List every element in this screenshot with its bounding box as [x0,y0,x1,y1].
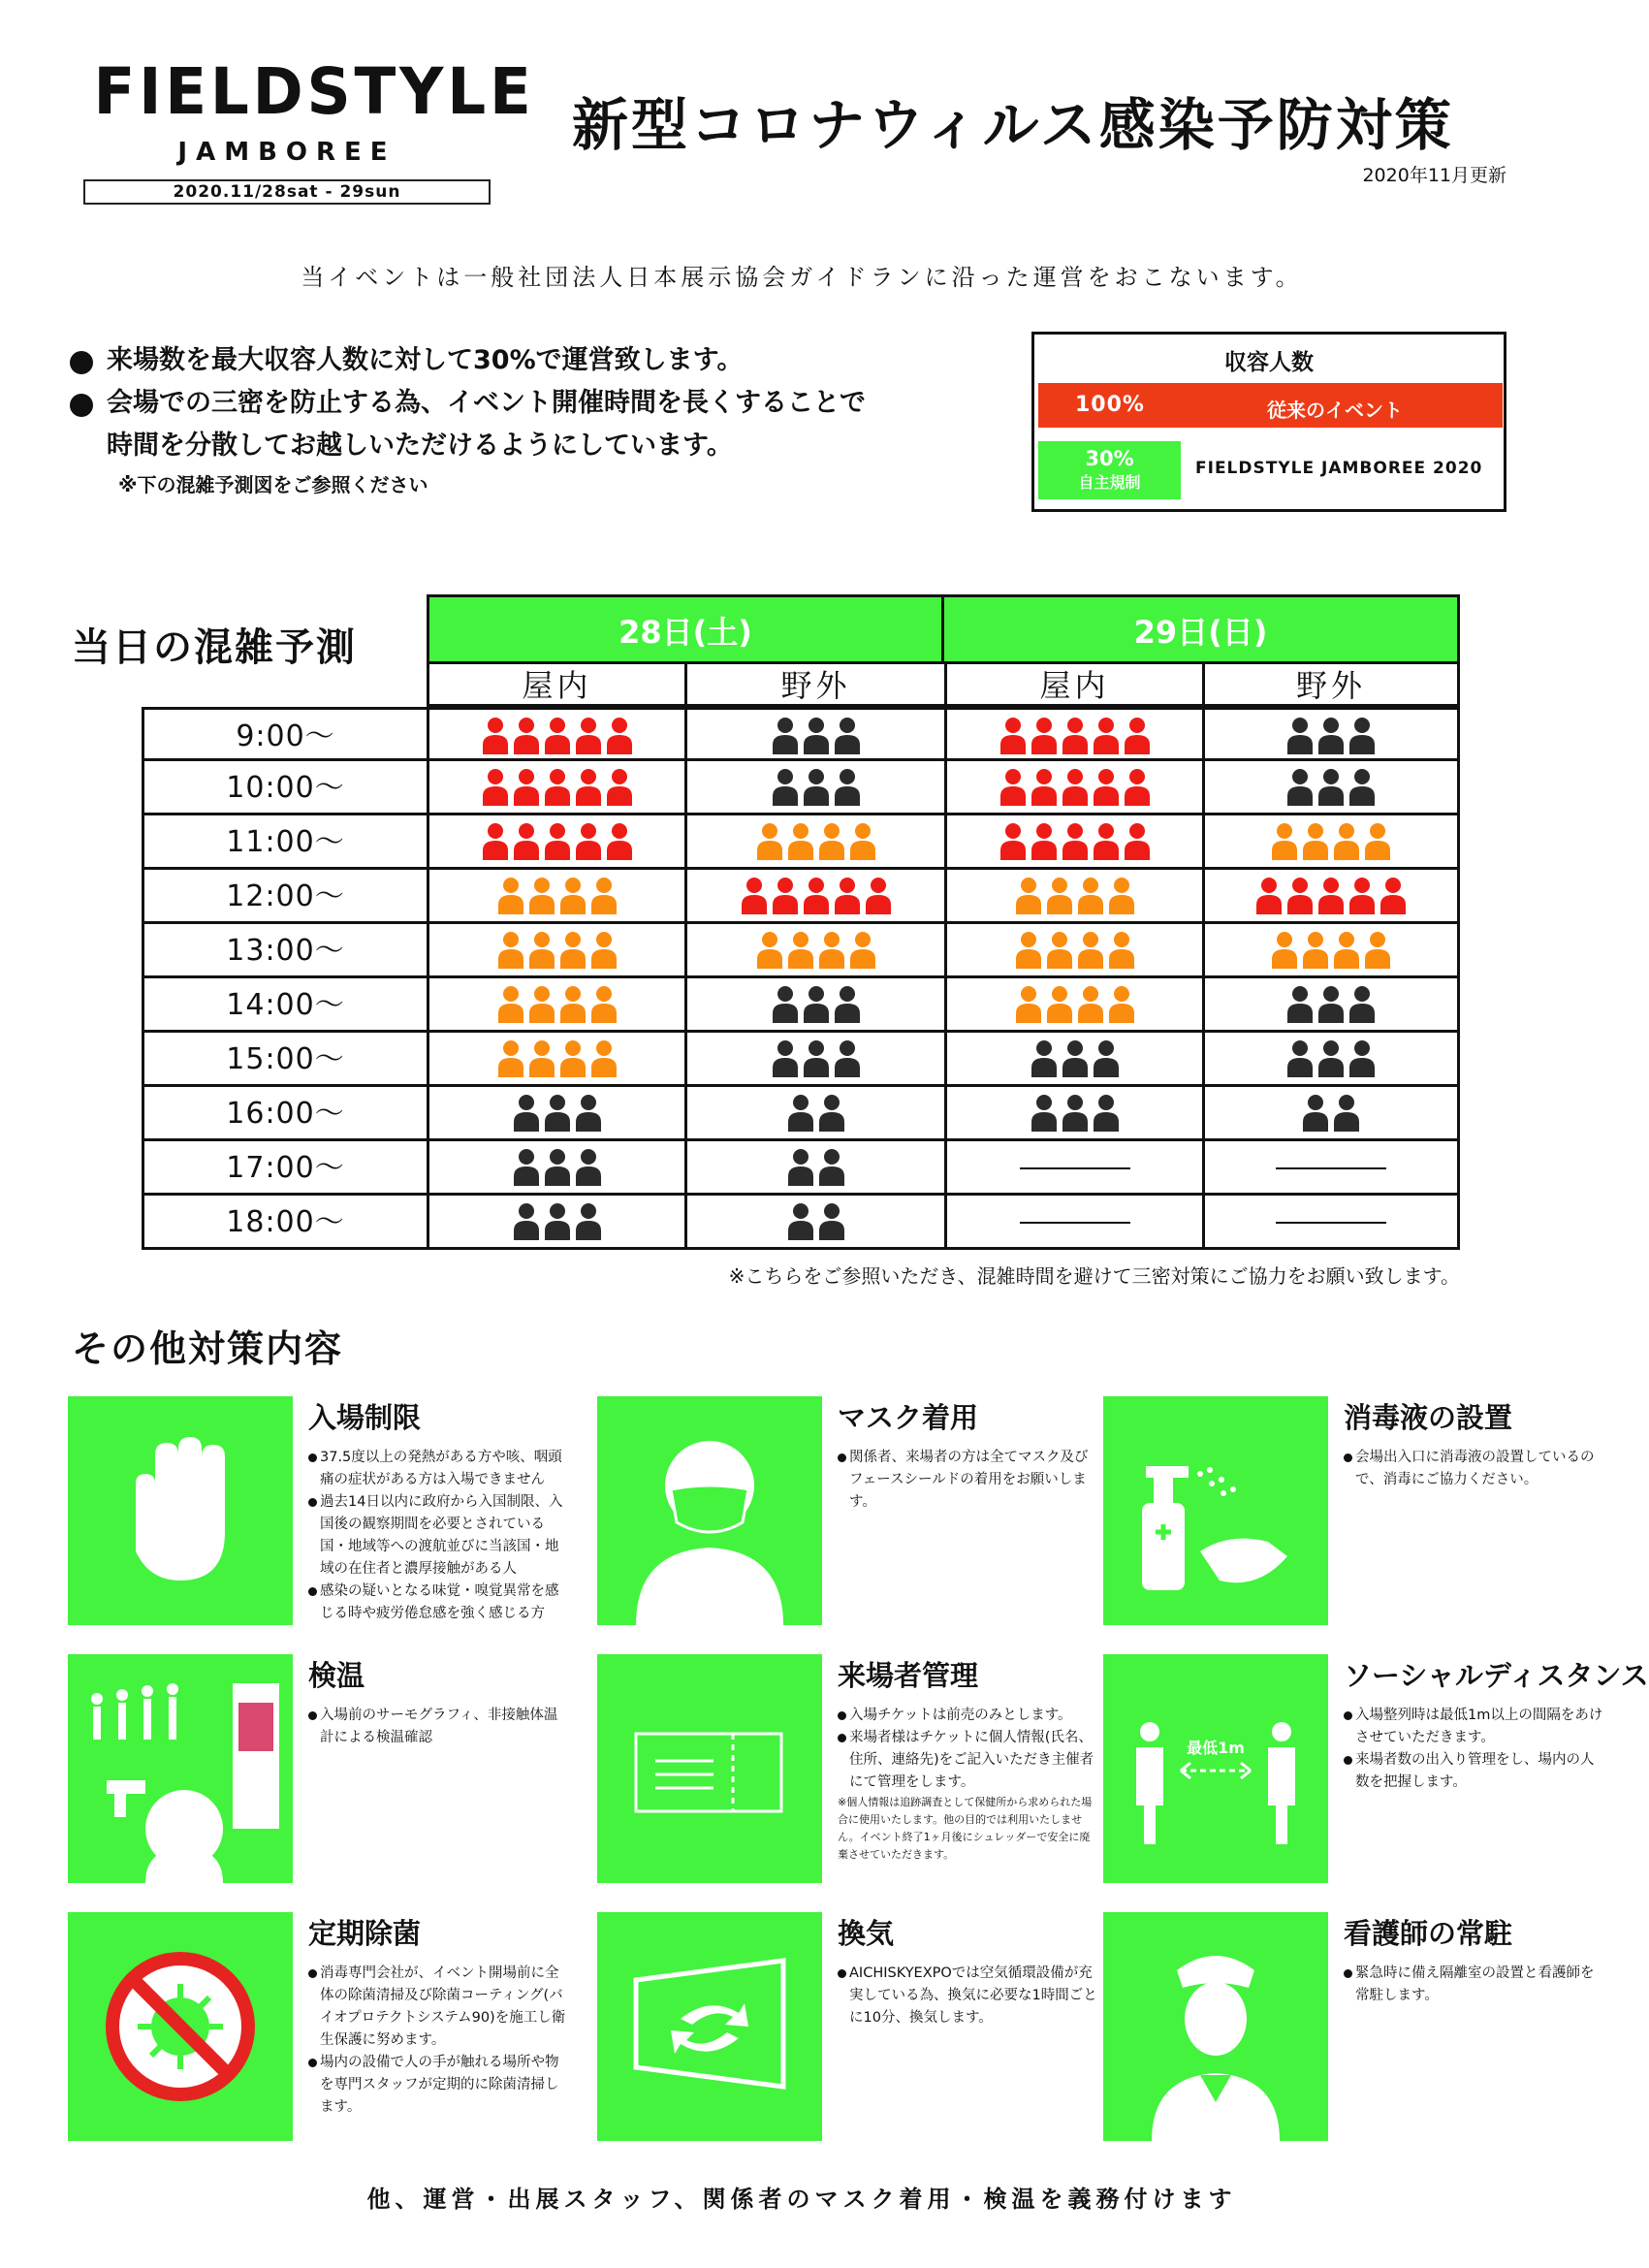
logo-sub-text: JAMBOREE [177,138,396,167]
closed-dash [1276,1222,1386,1224]
crowd-level-cell [427,870,684,924]
location-header: 屋内 [944,664,1202,707]
person-icon [1123,716,1152,758]
person-icon [1123,821,1152,864]
person-icon [802,876,831,918]
measure-body [308,1447,570,1625]
person-icon [574,716,603,758]
person-icon [786,1201,815,1244]
ticket-icon [597,1654,822,1883]
person-icon [817,821,846,864]
crowd-level-cell [427,924,684,978]
time-slot: 10:00〜 [142,761,427,815]
measure-body [308,1963,570,2119]
measure-title: 看護師の常駐 [1344,1917,1513,1950]
measure-title: ソーシャルディスタンス [1344,1659,1649,1692]
person-icon [864,876,893,918]
person-icon [1107,930,1136,973]
crowd-level-cell [684,870,944,924]
measure-title: 定期除菌 [308,1917,422,1950]
person-icon [527,984,556,1027]
person-icon [1045,984,1074,1027]
person-icon [512,767,541,810]
time-slot: 13:00〜 [142,924,427,978]
person-icon [817,1201,846,1244]
measure-card [597,1396,1092,1625]
crowd-level-cell [944,924,1202,978]
person-icon [771,716,800,758]
person-icon [527,876,556,918]
person-icon [1332,821,1361,864]
person-icon [512,716,541,758]
thermometer-icon [68,1654,293,1883]
crowd-row [142,1087,1460,1141]
crowd-row [142,1141,1460,1196]
person-icon [589,984,618,1027]
person-icon [512,1093,541,1135]
person-icon [786,930,815,973]
person-icon [605,821,634,864]
person-icon [1107,984,1136,1027]
measure-title: マスク着用 [838,1401,979,1434]
crowd-level-cell [1202,1033,1460,1087]
measure-title: 検温 [308,1659,365,1692]
person-icon [1092,767,1121,810]
person-icon [1092,716,1121,758]
person-icon [1254,876,1284,918]
measure-item: 消毒専門会社が、イベント開場前に全体の除菌清掃及び除菌コーティング(バイオプロテクトシステム90)を施工し衛生保護に努めます。 [308,1963,570,2052]
measure-card [68,1654,562,1883]
person-icon [1107,876,1136,918]
person-icon [1076,930,1105,973]
person-icon [543,821,572,864]
person-icon [589,930,618,973]
policy-bullets [70,339,1000,502]
measure-card [68,1396,562,1625]
person-icon [1030,821,1059,864]
time-slot: 15:00〜 [142,1033,427,1087]
capacity-limited-label: FIELDSTYLE JAMBOREE 2020 [1195,459,1483,478]
person-icon [574,1147,603,1190]
crowd-row [142,1196,1460,1250]
crowd-level-cell [684,1033,944,1087]
time-slot: 11:00〜 [142,815,427,870]
person-icon [512,821,541,864]
measure-card [1103,1396,1598,1625]
crowd-level-cell [684,1141,944,1196]
person-icon [1348,1038,1377,1081]
crowd-level-cell [427,978,684,1033]
person-icon [1301,821,1330,864]
person-icon [1348,876,1377,918]
person-icon [496,984,525,1027]
person-icon [1301,930,1330,973]
measure-title: 来場者管理 [838,1659,979,1692]
person-icon [802,767,831,810]
crowd-level-cell [427,1196,684,1250]
measure-item: 37.5度以上の発熱がある方や咳、咽頭痛の症状がある方は入場できません [308,1447,570,1491]
measure-item: 過去14日以内に政府から入国制限、入国後の観察期間を必要とされている国・地域等への渡航並びに当該国・地域の在住者と濃厚接触がある人 [308,1491,570,1581]
crowd-row [142,978,1460,1033]
crowd-level-cell [1202,815,1460,870]
measure-item: 感染の疑いとなる味覚・嗅覚異常を感じる時や疲労倦怠感を強く感じる方 [308,1581,570,1625]
person-icon [589,876,618,918]
person-icon [1332,930,1361,973]
person-icon [558,984,587,1027]
person-icon [817,1147,846,1190]
person-icon [1030,767,1059,810]
crowd-row [142,815,1460,870]
measure-body [1344,1963,1605,2007]
person-icon [848,821,877,864]
person-icon [605,767,634,810]
capacity-limited-pct: 30% [1085,447,1134,470]
measure-title: 換気 [838,1917,895,1950]
person-icon [1348,716,1377,758]
crowd-level-cell [1202,1141,1460,1196]
person-icon [1332,1093,1361,1135]
policy-item-line: 時間を分散してお越しいただけるようにしています。 [107,431,733,461]
crowd-level-cell [1202,978,1460,1033]
measure-item: 会場出入口に消毒液の設置しているので、消毒にご協力ください。 [1344,1447,1605,1491]
measure-item: 来場者様はチケットに個人情報(氏名、住所、連絡先)をご記入いただき主催者にて管理をします。 [838,1727,1099,1794]
crowd-level-cell [427,710,684,764]
measure-item: 緊急時に備え隔離室の設置と看護師を常駐します。 [1344,1963,1605,2007]
person-icon [481,767,510,810]
person-icon [589,1038,618,1081]
person-icon [1092,821,1121,864]
measure-item: AICHISKYEXPOでは空気循環設備が充実している為、換気に必要な1時間ごとに10分、換気します。 [838,1963,1099,2029]
day-header-sat: 28日(土) [427,594,944,664]
person-icon [755,930,784,973]
person-icon [771,1038,800,1081]
measure-item: 入場前のサーモグラフィ、非接触体温計による検温確認 [308,1705,570,1749]
person-icon [1014,984,1043,1027]
person-icon [740,876,769,918]
person-icon [1363,930,1392,973]
person-icon [833,716,862,758]
person-icon [848,930,877,973]
measure-item: 入場チケットは前売のみとします。 [838,1705,1099,1727]
time-slot: 14:00〜 [142,978,427,1033]
person-icon [1285,716,1315,758]
person-icon [1316,1038,1346,1081]
crowd-level-cell [427,1033,684,1087]
person-icon [771,876,800,918]
person-icon [1061,1038,1090,1081]
person-icon [1316,767,1346,810]
crowd-level-cell [427,815,684,870]
time-slot: 9:00〜 [142,710,427,764]
crowd-row [142,924,1460,978]
person-icon [512,1201,541,1244]
person-icon [1061,821,1090,864]
person-icon [1363,821,1392,864]
crowd-level-cell [944,815,1202,870]
person-icon [1285,984,1315,1027]
person-icon [999,821,1028,864]
person-icon [802,1038,831,1081]
person-icon [1061,716,1090,758]
person-icon [999,767,1028,810]
time-slot: 16:00〜 [142,1087,427,1141]
measure-title: 入場制限 [308,1401,422,1434]
person-icon [543,1201,572,1244]
crowd-level-cell [944,1033,1202,1087]
footer-text: 他、運営・出展スタッフ、関係者のマスク着用・検温を義務付けます [366,2186,1237,2213]
person-icon [1285,876,1315,918]
measure-footnote: ※個人情報は追跡調査として保健所から求められた場合に使用いたします。他の目的では利用いたしません。イベント終了1ヶ月後にシュレッダーで安全に廃棄させていただきます。 [838,1796,1093,1861]
person-icon [543,1147,572,1190]
logo-main-text: FIELDSTYLE [93,54,535,129]
person-icon [999,716,1028,758]
person-icon [1076,984,1105,1027]
crowd-level-cell [427,1087,684,1141]
person-icon [1123,767,1152,810]
person-icon [755,821,784,864]
crowd-level-cell [944,761,1202,815]
measure-item: 来場者数の出入り管理をし、場内の人数を把握します。 [1344,1749,1605,1794]
person-icon [1061,1093,1090,1135]
crowd-level-cell [1202,710,1460,764]
measure-card [1103,1654,1649,1883]
updated-date: 2020年11月更新 [1362,165,1506,186]
time-slot: 18:00〜 [142,1196,427,1250]
person-icon [1092,1093,1121,1135]
crowd-level-cell [944,1196,1202,1250]
page-title: 新型コロナウィルス感染予防対策 [572,92,1454,158]
crowd-forecast-title: 当日の混雑予測 [72,625,357,670]
measure-card [597,1912,1097,2141]
person-icon [543,716,572,758]
person-icon [1270,930,1299,973]
crowd-level-cell [684,1087,944,1141]
person-icon [558,1038,587,1081]
crowd-level-cell [944,1141,1202,1196]
ventilation-icon [597,1912,822,2141]
person-icon [574,767,603,810]
measure-title: 消毒液の設置 [1344,1401,1513,1434]
capacity-title: 収容人数 [1224,350,1314,375]
person-icon [1045,876,1074,918]
person-icon [1045,930,1074,973]
capacity-bar-limited [1038,441,1181,499]
crowd-level-cell [1202,761,1460,815]
crowd-level-cell [427,761,684,815]
capacity-bar-full [1038,383,1503,428]
crowd-level-cell [944,870,1202,924]
person-icon [605,716,634,758]
crowd-level-cell [1202,1087,1460,1141]
person-icon [527,930,556,973]
crowd-level-cell [684,924,944,978]
measure-body [1344,1447,1605,1491]
guideline-text: 当イベントは一般社団法人日本展示協会ガイドランに沿った運営をおこないます。 [301,264,1303,291]
svg-text:最低1m: 最低1m [1187,1739,1245,1757]
no-virus-icon [68,1912,293,2141]
closed-dash [1020,1167,1130,1169]
crowd-level-cell [684,761,944,815]
person-icon [1076,876,1105,918]
person-icon [527,1038,556,1081]
person-icon [1030,716,1059,758]
capacity-full-pct: 100% [1075,393,1145,417]
crowd-forecast-note: ※こちらをご参照いただき、混雑時間を避けて三密対策にご協力をお願い致します。 [728,1264,1460,1288]
person-icon [1061,767,1090,810]
person-icon [496,876,525,918]
closed-dash [1276,1167,1386,1169]
measure-body [838,1705,1099,1864]
crowd-forecast-table [142,594,1460,1250]
policy-item: 来場数を最大収容人数に対して30%で運営致します。 [70,339,1000,382]
crowd-row [142,1033,1460,1087]
measure-card [1103,1912,1598,2141]
person-icon [481,821,510,864]
crowd-level-cell [1202,924,1460,978]
person-icon [1030,1038,1059,1081]
measure-body [1344,1705,1605,1794]
person-icon [1014,876,1043,918]
crowd-row [142,761,1460,815]
sanitizer-icon [1103,1396,1328,1625]
person-icon [1301,1093,1330,1135]
capacity-full-label: 従来のイベント [1267,399,1403,422]
person-icon [574,821,603,864]
person-icon [771,767,800,810]
crowd-level-cell [684,710,944,764]
measure-body [308,1705,570,1749]
person-icon [833,984,862,1027]
person-icon [1316,876,1346,918]
measure-body [838,1963,1099,2029]
location-header: 野外 [684,664,944,707]
person-icon [833,1038,862,1081]
crowd-level-cell [944,710,1202,764]
person-icon [1030,1093,1059,1135]
crowd-level-cell [427,1141,684,1196]
event-logo [83,54,535,167]
person-icon [786,1147,815,1190]
person-icon [1285,1038,1315,1081]
measure-card [68,1912,566,2141]
person-icon [833,876,862,918]
person-icon [1092,1038,1121,1081]
measure-item: 場内の設備で人の手が触れる場所や物を専門スタッフが定期的に除菌清掃します。 [308,2052,570,2119]
person-icon [771,984,800,1027]
measure-card [597,1654,1092,1883]
person-icon [574,1201,603,1244]
crowd-level-cell [684,815,944,870]
person-icon [496,1038,525,1081]
measure-item: 関係者、来場者の方は全てマスク及びフェースシールドの着用をお願いします。 [838,1447,1099,1514]
person-icon [802,716,831,758]
crowd-row [142,707,1460,761]
crowd-level-cell [1202,870,1460,924]
capacity-box [1031,332,1506,512]
other-measures-title: その他対策内容 [72,1327,344,1370]
social-distance-icon [1103,1654,1328,1883]
person-icon [543,767,572,810]
person-icon [1348,984,1377,1027]
nurse-icon [1103,1912,1328,2141]
person-icon [833,767,862,810]
crowd-level-cell [944,1087,1202,1141]
day-header-sun: 29日(日) [941,594,1460,664]
location-header: 野外 [1202,664,1460,707]
person-icon [1379,876,1408,918]
person-icon [496,930,525,973]
capacity-limited-sub: 自主規制 [1078,473,1141,492]
hand-stop-icon [68,1396,293,1625]
person-icon [558,876,587,918]
crowd-level-cell [684,1196,944,1250]
person-icon [817,1093,846,1135]
policy-item-line: 会場での三密を防止する為、イベント開催時間を長くすることで [107,388,866,418]
person-icon [1270,821,1299,864]
person-icon [558,930,587,973]
policy-note: ※下の混雑予測図をご参照ください [118,473,428,496]
person-icon [481,716,510,758]
mask-icon [597,1396,822,1625]
crowd-level-cell [944,978,1202,1033]
person-icon [512,1147,541,1190]
event-dates: 2020.11/28sat - 29sun [83,179,491,205]
crowd-level-cell [684,978,944,1033]
policy-item [70,382,1000,467]
time-slot: 12:00〜 [142,870,427,924]
person-icon [574,1093,603,1135]
person-icon [786,821,815,864]
person-icon [543,1093,572,1135]
location-header: 屋内 [427,664,684,707]
measure-body [838,1447,1099,1514]
measure-item: 入場整列時は最低1m以上の間隔をあけさせていただきます。 [1344,1705,1605,1749]
closed-dash [1020,1222,1130,1224]
person-icon [802,984,831,1027]
person-icon [1285,767,1315,810]
person-icon [1348,767,1377,810]
person-icon [817,930,846,973]
person-icon [1316,984,1346,1027]
person-icon [786,1093,815,1135]
person-icon [1014,930,1043,973]
crowd-row [142,870,1460,924]
crowd-level-cell [1202,1196,1460,1250]
time-slot: 17:00〜 [142,1141,427,1196]
person-icon [1316,716,1346,758]
